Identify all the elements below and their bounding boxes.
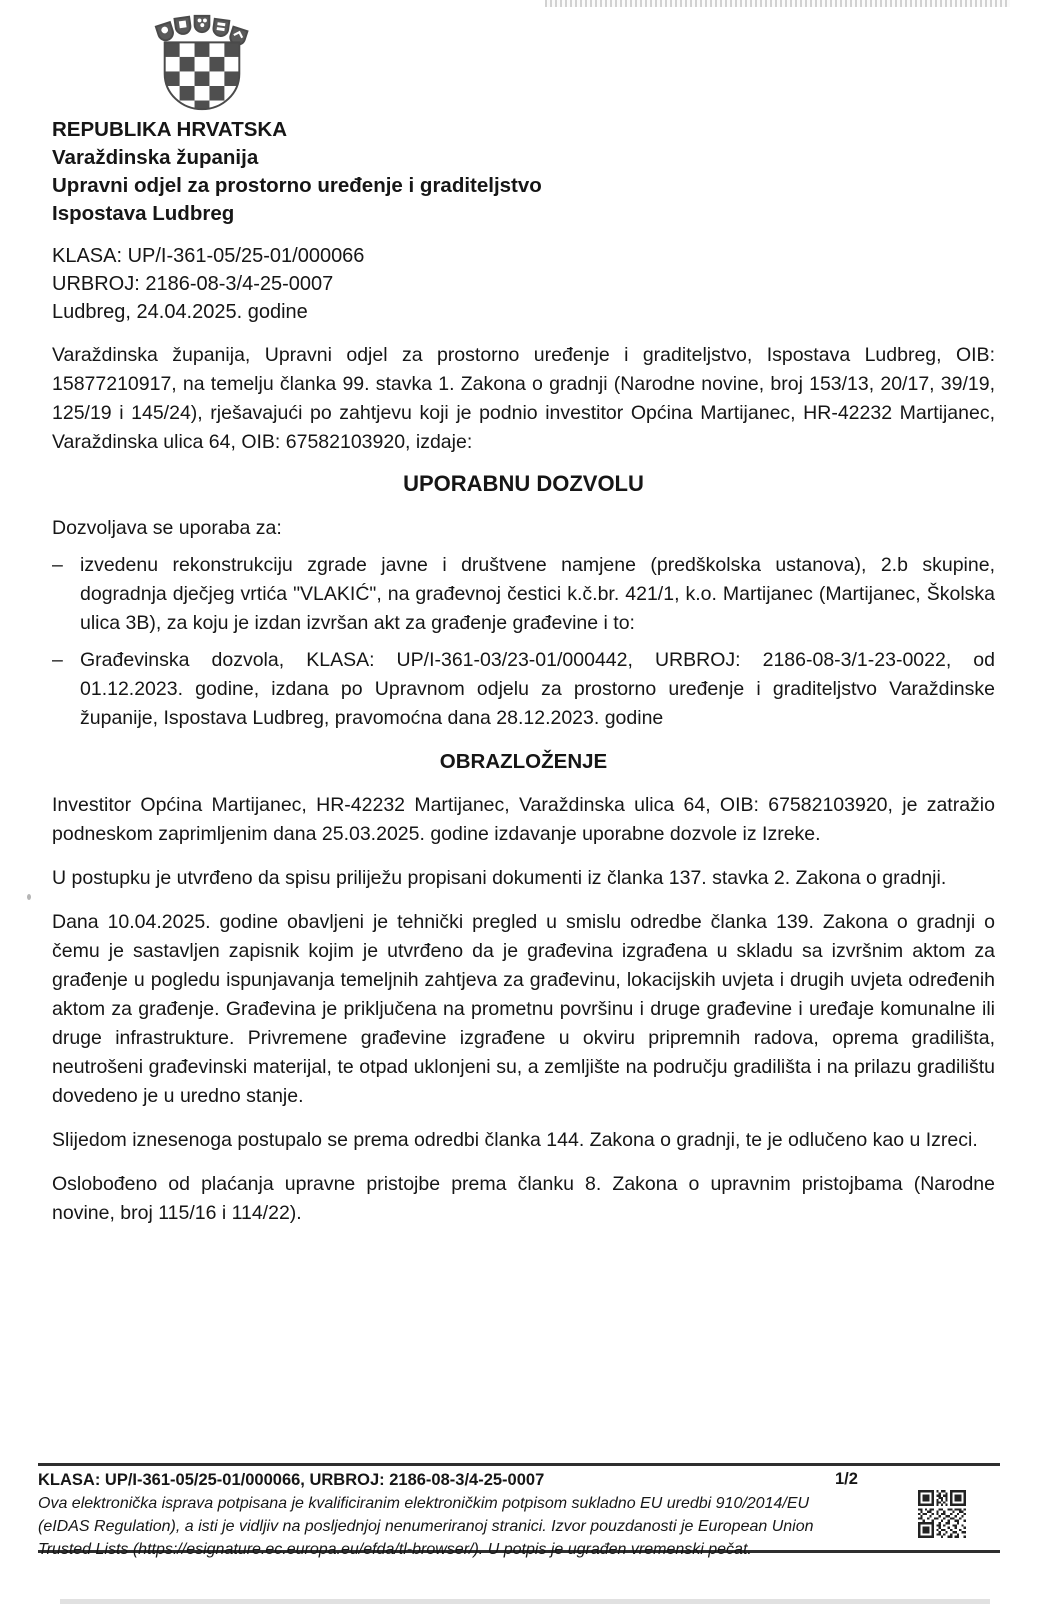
intro-paragraph: Varaždinska županija, Upravni odjel za prostorno uređenje i graditeljstvo, Ispostava Ludbreg, OIB: 15877210917, na temelju članka 99. stavka 1. Zakona o gradnji (Narodne novine, broj 153/13, 20/17, 39/19, 125/19 i 145/24), rješavajući po zahtjevu koji je podnio investitor Općina Martijanec, HR-42232 Martijanec, Varaždinska ulica 64, OIB: 67582103920, izdaje: xyxy=(52,344,995,453)
case-klasa: KLASA: UP/I-361-05/25-01/000066 xyxy=(52,245,365,267)
permit-lead: Dozvoljava se uporaba za: xyxy=(52,517,282,539)
permit-bullet-1 xyxy=(52,551,995,638)
case-urbroj: URBROJ: 2186-08-3/4-25-0007 xyxy=(52,273,334,295)
scan-artifact-bottom xyxy=(60,1599,990,1604)
document-body xyxy=(52,116,995,1228)
paragraph-decision: Slijedom iznesenoga postupalo se prema odredbi članka 144. Zakona o gradnji, te je odlučeno kao u Izreci. xyxy=(52,1129,978,1151)
case-reference-block xyxy=(52,242,995,326)
scan-artifact-dot xyxy=(27,894,31,900)
header-office: Ispostava Ludbreg xyxy=(52,202,235,225)
case-place-date: Ludbreg, 24.04.2025. godine xyxy=(52,301,308,323)
paragraph-documents: U postupku je utvrđeno da spisu priliježu propisani dokumenti iz članka 137. stavka 2. Zakona o gradnji. xyxy=(52,867,947,889)
bullet-dash: – xyxy=(52,554,63,576)
qr-code xyxy=(918,1490,966,1538)
header-country: REPUBLIKA HRVATSKA xyxy=(52,118,287,141)
bullet-dash: – xyxy=(52,649,63,671)
scan-artifact-top xyxy=(545,0,1010,7)
croatian-coat-of-arms-icon xyxy=(148,12,256,116)
permit-bullet-1-text: izvedenu rekonstrukciju zgrade javne i društvene namjene (predškolska ustanova), 2.b skupine, dogradnja dječjeg vrtića "VLAKIĆ", na građevnoj čestici k.č.br. 421/1, k.o. Martijanec (Martijanec, Školska ulica 3B), za koju je izdan izvršan akt za građenje građevine i to: xyxy=(80,554,995,634)
footer-case-reference: KLASA: UP/I-361-05/25-01/000066, URBROJ: 2186-08-3/4-25-0007 xyxy=(38,1471,545,1489)
footer-page-number: 1/2 xyxy=(835,1470,858,1488)
header-county: Varaždinska županija xyxy=(52,146,259,169)
document-footer xyxy=(38,1463,1000,1558)
footer-signature-note: Ova elektronička isprava potpisana je kvalificiranim elektroničkim potpisom sukladno EU uredbi 910/2014/EU (eIDAS Regulation), a isti je vidljiv na posljednjoj nenumeriranoj stranici. Izvor pouzdanosti je European Union Trusted Lists (https://esignature.ec.europa.eu/efda/tl-browser/). U potpis je ugrađen vremenski pečat. xyxy=(38,1495,814,1558)
paragraph-investor: Investitor Općina Martijanec, HR-42232 Martijanec, Varaždinska ulica 64, OIB: 67582103920, je zatražio podneskom zaprimljenim dana 25.03.2025. godine izdavanje uporabne dozvole iz Izreke. xyxy=(52,794,995,845)
permit-bullet-2 xyxy=(52,646,995,733)
permit-bullet-2-text: Građevinska dozvola, KLASA: UP/I-361-03/23-01/000442, URBROJ: 2186-08-3/1-23-0022, od 01.12.2023. godine, izdana po Upravnom odjelu za prostorno uređenje i graditeljstvo Varaždinske županije, Ispostava Ludbreg, pravomoćna dana 28.12.2023. godine xyxy=(80,649,995,729)
paragraph-inspection: Dana 10.04.2025. godine obavljeni je tehnički pregled u smislu odredbe članka 139. Zakona o gradnji o čemu je sastavljen zapisnik kojim je utvrđeno da je građevina izgrađena u skladu sa izvršnim aktom za građenje u pogledu ispunjavanja temeljnih zahtjeva za građevinu, lokacijskih uvjeta i drugih uvjeta određenih aktom za građenje. Građevina je priključena na prometnu površinu i druge građevine i uređaje komunalne ili druge infrastrukture. Privremene građevine izgrađene u okviru pripremnih radova, oprema gradilišta, neutrošeni građevinski materijal, te otpad uklonjeni su, a zemljište na području gradilišta i na prilazu gradilištu dovedeno je u uredno stanje. xyxy=(52,911,995,1107)
document-title: UPORABNU DOZVOLU xyxy=(403,471,644,496)
paragraph-fee-exemption: Oslobođeno od plaćanja upravne pristojbe prema članku 8. Zakona o upravnim pristojbama (Narodne novine, broj 115/16 i 114/22). xyxy=(52,1173,995,1224)
header-department: Upravni odjel za prostorno uređenje i graditeljstvo xyxy=(52,174,542,197)
section-title-obrazlozenje: OBRAZLOŽENJE xyxy=(439,750,608,773)
